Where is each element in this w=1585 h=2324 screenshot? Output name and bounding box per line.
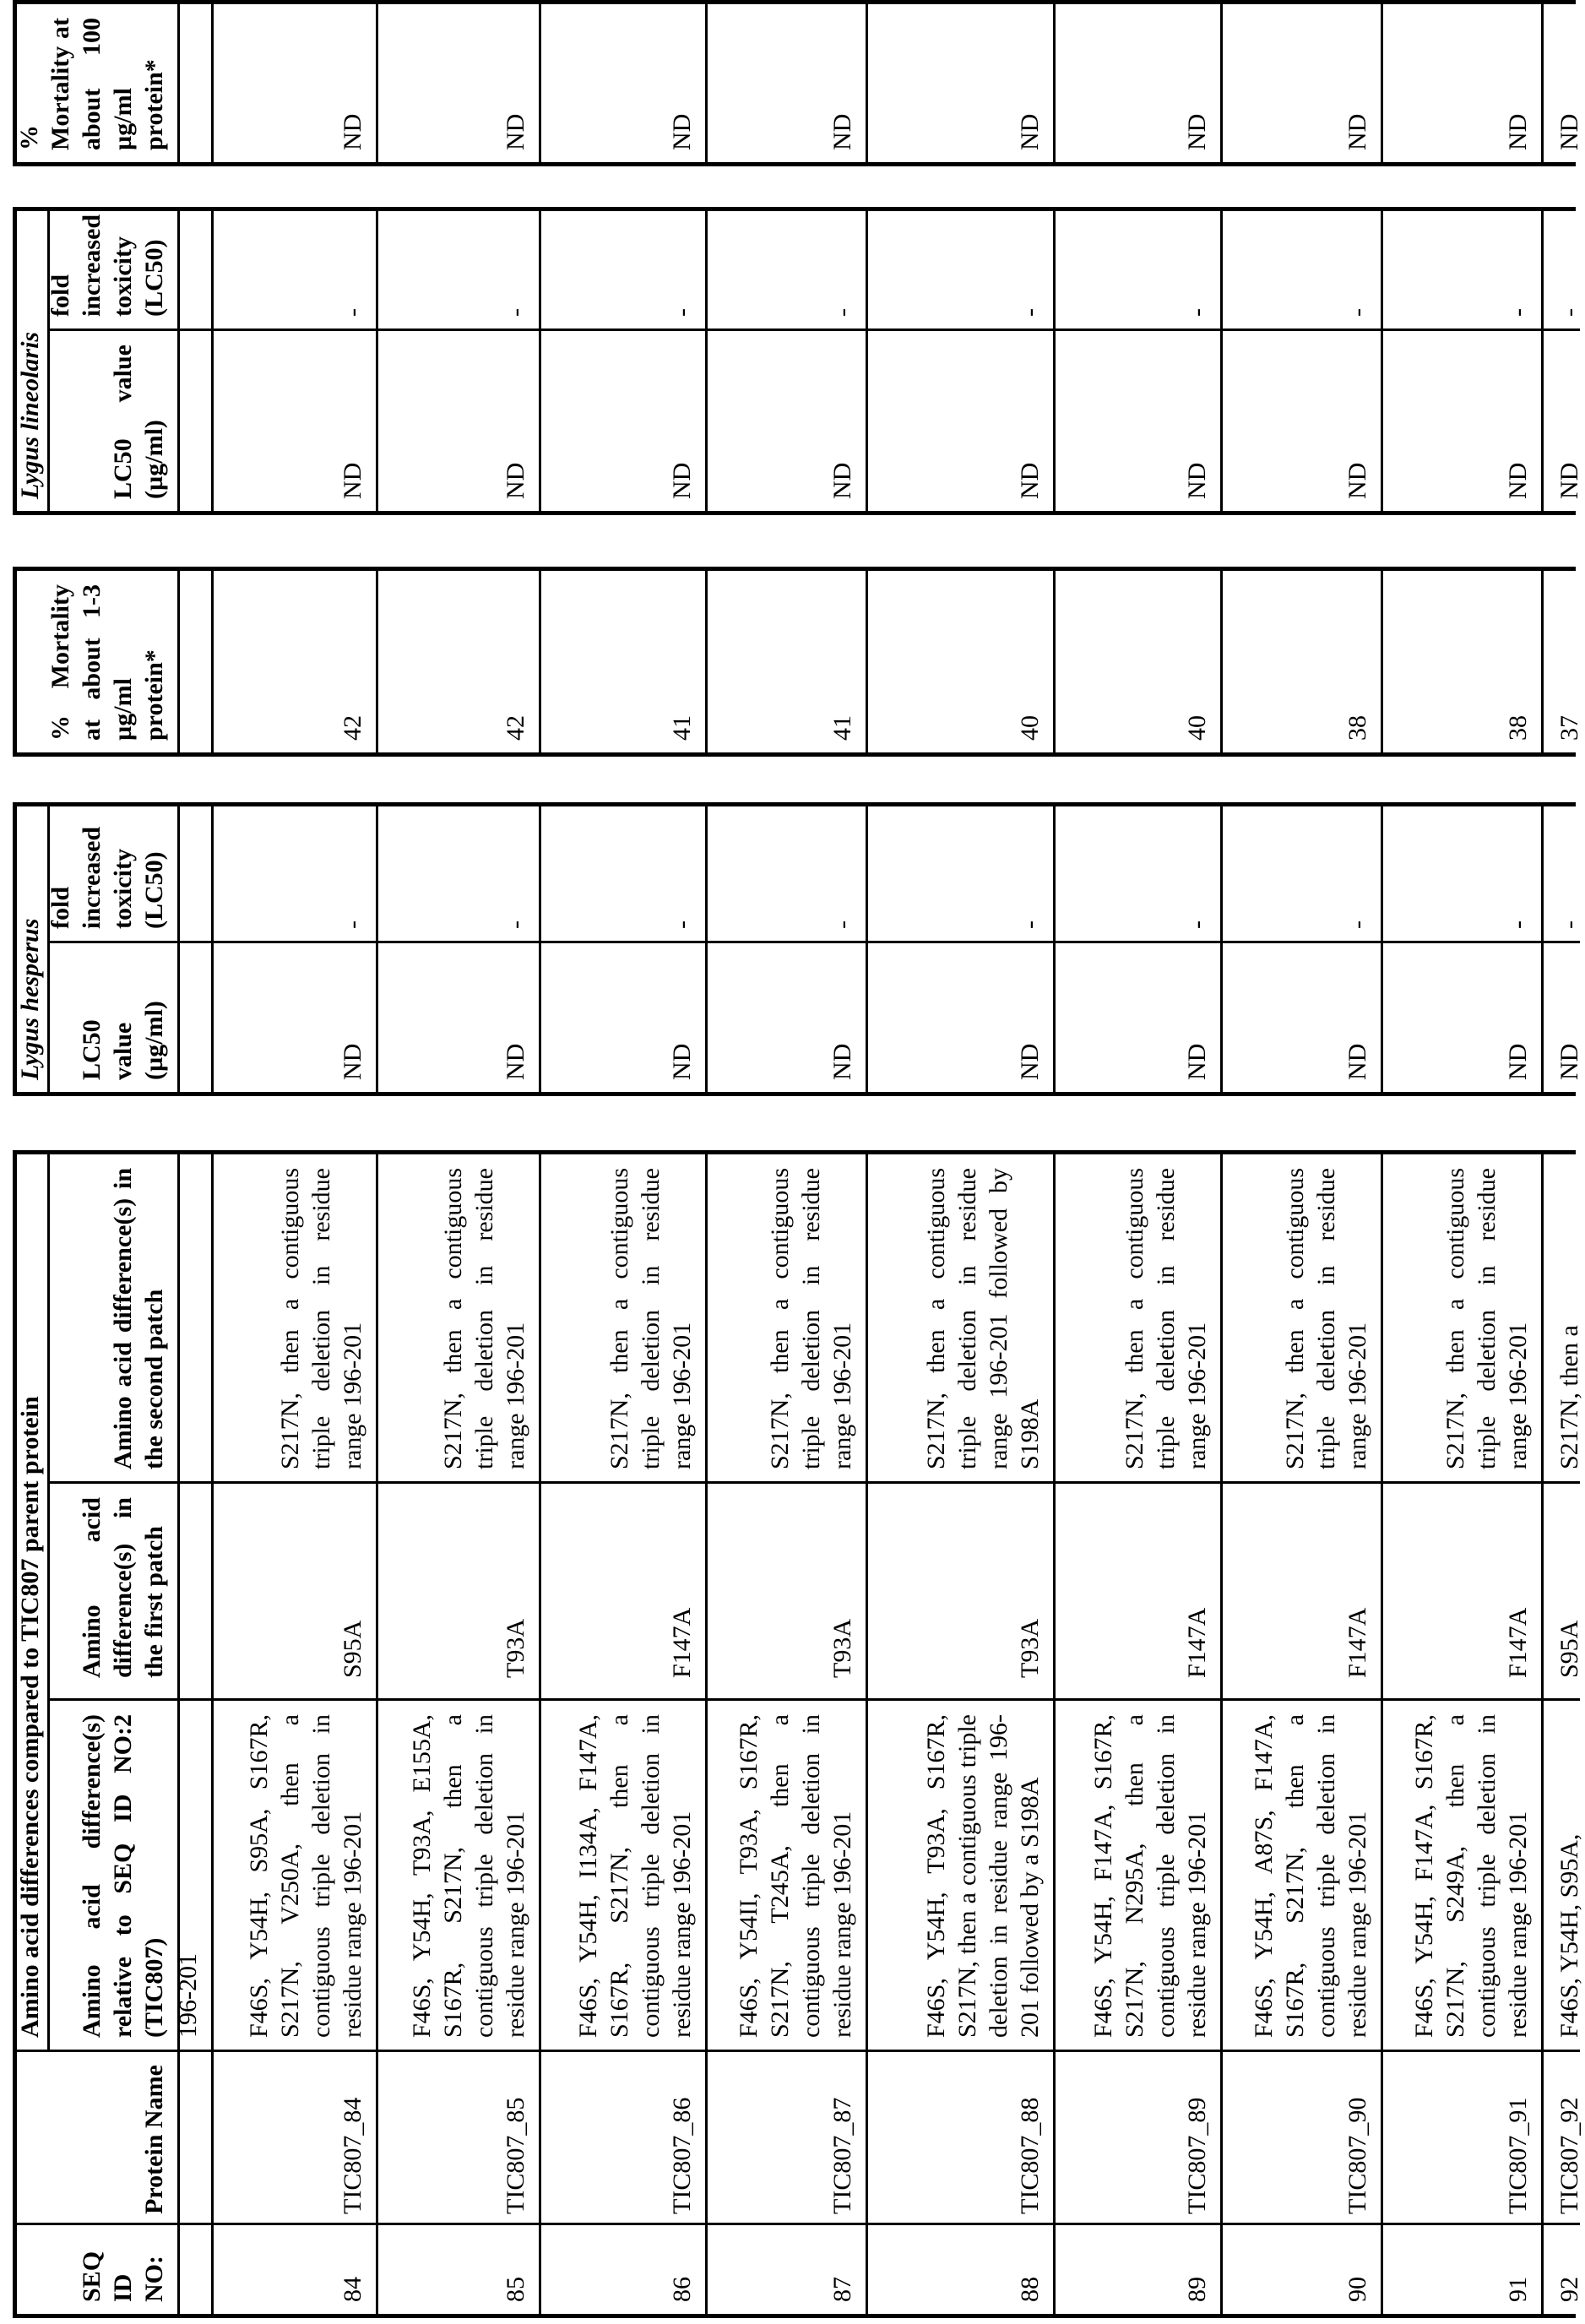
lineolaris-mortality-cell: ND <box>705 4 866 162</box>
hesperus-mortality-strip <box>13 567 1583 757</box>
hesperus-lc50-cell: ND <box>1381 943 1541 1092</box>
lineolaris-lc50-cell: ND <box>539 331 705 511</box>
lineolaris-lc50-fold-strip <box>13 207 1583 515</box>
seq-cell: 89 <box>1053 2225 1220 2314</box>
relative-diff-cell: F46S, Y54H, F147A, S167R, S217N, N295A, then a contiguous triple deletion in residue range 196-201 <box>1053 1701 1220 2052</box>
hesperus-lc50-cell: ND <box>539 943 705 1092</box>
lineolaris-mortality-strip <box>13 0 1583 166</box>
seq-id-header: SEQ ID NO: <box>78 2251 168 2302</box>
second-patch-header: Amino acid difference(s) in the second patch <box>47 1154 177 1484</box>
hesperus-mortality-cell: 37 <box>1541 571 1580 752</box>
hesperus-fold-cell: - <box>1381 806 1541 943</box>
seq-cell: 86 <box>539 2225 705 2314</box>
seq-cell <box>177 2225 211 2314</box>
lineolaris-fold-cell: - <box>705 211 866 331</box>
protein-cell: TIC807_84 <box>211 2052 376 2225</box>
hesperus-mortality-header: % Mortality at about 1-3 µg/ml protein* <box>46 584 168 741</box>
lineolaris-mortality-cell: ND <box>376 4 539 162</box>
lineolaris-mortality-cell: ND <box>211 4 376 162</box>
hesperus-mortality-cell: 38 <box>1220 571 1381 752</box>
second-patch-cell: S217N, then a contiguous triple deletion in residue range 196-201 <box>705 1154 866 1484</box>
relative-diff-header: Amino acid difference(s) relative to SEQ ID NO:2 (TIC807) <box>47 1701 177 2052</box>
hesperus-fold-cell: - <box>1220 806 1381 943</box>
hesperus-fold-cell: - <box>866 806 1053 943</box>
second-patch-cell: S217N, then a contiguous triple deletion in residue range 196-201 <box>1220 1154 1381 1484</box>
seq-cell: 85 <box>376 2225 539 2314</box>
first-patch-cell: S95A <box>211 1484 376 1701</box>
lineolaris-fold-cell: - <box>539 211 705 331</box>
lineolaris-fold-cell: - <box>376 211 539 331</box>
lineolaris-lc50-cell: ND <box>1541 331 1580 511</box>
lineolaris-mortality-cell: ND <box>539 4 705 162</box>
first-patch-cell <box>177 1484 211 1701</box>
lineolaris-fold-header: fold increased toxicity (LC50) <box>47 211 177 331</box>
protein-cell: TIC807_87 <box>705 2052 866 2225</box>
hesperus-fold-cell: - <box>539 806 705 943</box>
hesperus-fold-cell <box>177 806 211 943</box>
second-patch-cell: S217N, then a contiguous triple deletion in residue range 196-201 followed by S198A <box>866 1154 1053 1484</box>
seq-cell: 88 <box>866 2225 1053 2314</box>
hesperus-lc50-cell: ND <box>1220 943 1381 1092</box>
lineolaris-mortality-cell: ND <box>1541 4 1580 162</box>
hesperus-fold-cell: - <box>1053 806 1220 943</box>
first-patch-cell: S95A <box>1541 1484 1580 1701</box>
hesperus-fold-cell: - <box>1541 806 1580 943</box>
second-patch-cell: S217N, then a contiguous triple deletion in residue range 196-201 <box>376 1154 539 1484</box>
relative-diff-cell: F46S, Y54II, T93A, S167R, S217N, T245A, then a contiguous triple deletion in residue range 196-201 <box>705 1701 866 2052</box>
hesperus-lc50-cell: ND <box>1541 943 1580 1092</box>
hesperus-lc50-cell <box>177 943 211 1092</box>
hesperus-lc50-cell: ND <box>211 943 376 1092</box>
first-patch-cell: T93A <box>705 1484 866 1701</box>
protein-cell: TIC807_90 <box>1220 2052 1381 2225</box>
lineolaris-mortality-cell: ND <box>1053 4 1220 162</box>
hesperus-group-header: Lygus hesperus <box>16 918 44 1080</box>
lineolaris-mortality-cell: ND <box>866 4 1053 162</box>
lineolaris-fold-cell: - <box>1541 211 1580 331</box>
lineolaris-group-header: Lygus lineolaris <box>16 331 44 499</box>
protein-cell: TIC807_89 <box>1053 2052 1220 2225</box>
lineolaris-mortality-cell: ND <box>1381 4 1541 162</box>
protein-name-header: Protein Name <box>17 2052 177 2225</box>
hesperus-mortality-cell: 41 <box>539 571 705 752</box>
hesperus-lc50-cell: ND <box>866 943 1053 1092</box>
protein-cell <box>177 2052 211 2225</box>
relative-diff-cell: F46S, Y54H, S95A, <box>1541 1701 1580 2052</box>
lineolaris-fold-cell: - <box>211 211 376 331</box>
lineolaris-mortality-cell: ND <box>1220 4 1381 162</box>
protein-cell: TIC807_85 <box>376 2052 539 2225</box>
hesperus-mortality-cell: 42 <box>376 571 539 752</box>
hesperus-mortality-cell: 40 <box>1053 571 1220 752</box>
amino-group-header: Amino acid differences compared to TIC807 parent protein <box>17 1154 47 2052</box>
hesperus-fold-cell: - <box>705 806 866 943</box>
hesperus-mortality-cell: 42 <box>211 571 376 752</box>
second-patch-cell: S217N, then a contiguous triple deletion in residue range 196-201 <box>211 1154 376 1484</box>
lineolaris-fold-cell: - <box>1381 211 1541 331</box>
main-table-strip <box>13 1150 1583 2318</box>
lineolaris-lc50-cell: ND <box>705 331 866 511</box>
seq-cell: 87 <box>705 2225 866 2314</box>
lineolaris-fold-cell <box>177 211 211 331</box>
relative-diff-cell: F46S, Y54H, F147A, S167R, S217N, S249A, then a contiguous triple deletion in residue range 196-201 <box>1381 1701 1541 2052</box>
hesperus-mortality-cell: 41 <box>705 571 866 752</box>
first-patch-cell: F147A <box>1220 1484 1381 1701</box>
lineolaris-lc50-cell: ND <box>1381 331 1541 511</box>
lineolaris-lc50-cell: ND <box>376 331 539 511</box>
second-patch-cell <box>177 1154 211 1484</box>
seq-cell: 90 <box>1220 2225 1381 2314</box>
protein-cell: TIC807_91 <box>1381 2052 1541 2225</box>
relative-diff-cell: F46S, Y54H, S95A, S167R, S217N, V250A, then a contiguous triple deletion in residue range 196-201 <box>211 1701 376 2052</box>
first-patch-header: Amino acid difference(s) in the first patch <box>47 1484 177 1701</box>
protein-cell: TIC807_92 <box>1541 2052 1580 2225</box>
seq-cell: 92 <box>1541 2225 1580 2314</box>
protein-cell: TIC807_86 <box>539 2052 705 2225</box>
lineolaris-mortality-cell <box>177 4 211 162</box>
relative-diff-cell: 196-201 <box>177 1701 211 2052</box>
hesperus-fold-header: fold increased toxicity (LC50) <box>47 806 177 943</box>
lineolaris-lc50-cell: ND <box>866 331 1053 511</box>
hesperus-mortality-cell <box>177 571 211 752</box>
protein-cell: TIC807_88 <box>866 2052 1053 2225</box>
hesperus-lc50-cell: ND <box>1053 943 1220 1092</box>
second-patch-cell: S217N, then a contiguous triple deletion in residue range 196-201 <box>1053 1154 1220 1484</box>
relative-diff-cell: F46S, Y54H, A87S, F147A, S167R, S217N, then a contiguous triple deletion in residue range 196-201 <box>1220 1701 1381 2052</box>
relative-diff-cell: F46S, Y54H, I134A, F147A, S167R, S217N, then a contiguous triple deletion in residue range 196-201 <box>539 1701 705 2052</box>
relative-diff-cell: F46S, Y54H, T93A, S167R, S217N, then a contiguous triple deletion in residue range 196-201 followed by a S198A <box>866 1701 1053 2052</box>
hesperus-lc50-header: LC50 value (µg/ml) <box>47 943 177 1092</box>
first-patch-cell: F147A <box>539 1484 705 1701</box>
lineolaris-fold-cell: - <box>866 211 1053 331</box>
second-patch-cell: S217N, then a contiguous triple deletion in residue range 196-201 <box>539 1154 705 1484</box>
seq-cell: 84 <box>211 2225 376 2314</box>
first-patch-cell: T93A <box>866 1484 1053 1701</box>
lineolaris-mortality-header: % Mortality at about 100 µg/ml protein* <box>15 18 168 150</box>
first-patch-cell: F147A <box>1053 1484 1220 1701</box>
relative-diff-cell: F46S, Y54H, T93A, E155A, S167R, S217N, then a contiguous triple deletion in residue range 196-201 <box>376 1701 539 2052</box>
lineolaris-fold-cell: - <box>1220 211 1381 331</box>
hesperus-lc50-cell: ND <box>376 943 539 1092</box>
hesperus-mortality-cell: 40 <box>866 571 1053 752</box>
first-patch-cell: T93A <box>376 1484 539 1701</box>
hesperus-mortality-cell: 38 <box>1381 571 1541 752</box>
lineolaris-lc50-cell: ND <box>1053 331 1220 511</box>
hesperus-fold-cell: - <box>211 806 376 943</box>
hesperus-lc50-cell: ND <box>705 943 866 1092</box>
hesperus-lc50-fold-strip <box>13 802 1583 1096</box>
first-patch-cell: F147A <box>1381 1484 1541 1701</box>
lineolaris-lc50-cell: ND <box>211 331 376 511</box>
lineolaris-lc50-header: LC50 value (µg/ml) <box>47 331 177 511</box>
lineolaris-lc50-cell <box>177 331 211 511</box>
hesperus-fold-cell: - <box>376 806 539 943</box>
second-patch-cell: S217N, then a <box>1541 1154 1580 1484</box>
second-patch-cell: S217N, then a contiguous triple deletion in residue range 196-201 <box>1381 1154 1541 1484</box>
lineolaris-fold-cell: - <box>1053 211 1220 331</box>
seq-cell: 91 <box>1381 2225 1541 2314</box>
lineolaris-lc50-cell: ND <box>1220 331 1381 511</box>
